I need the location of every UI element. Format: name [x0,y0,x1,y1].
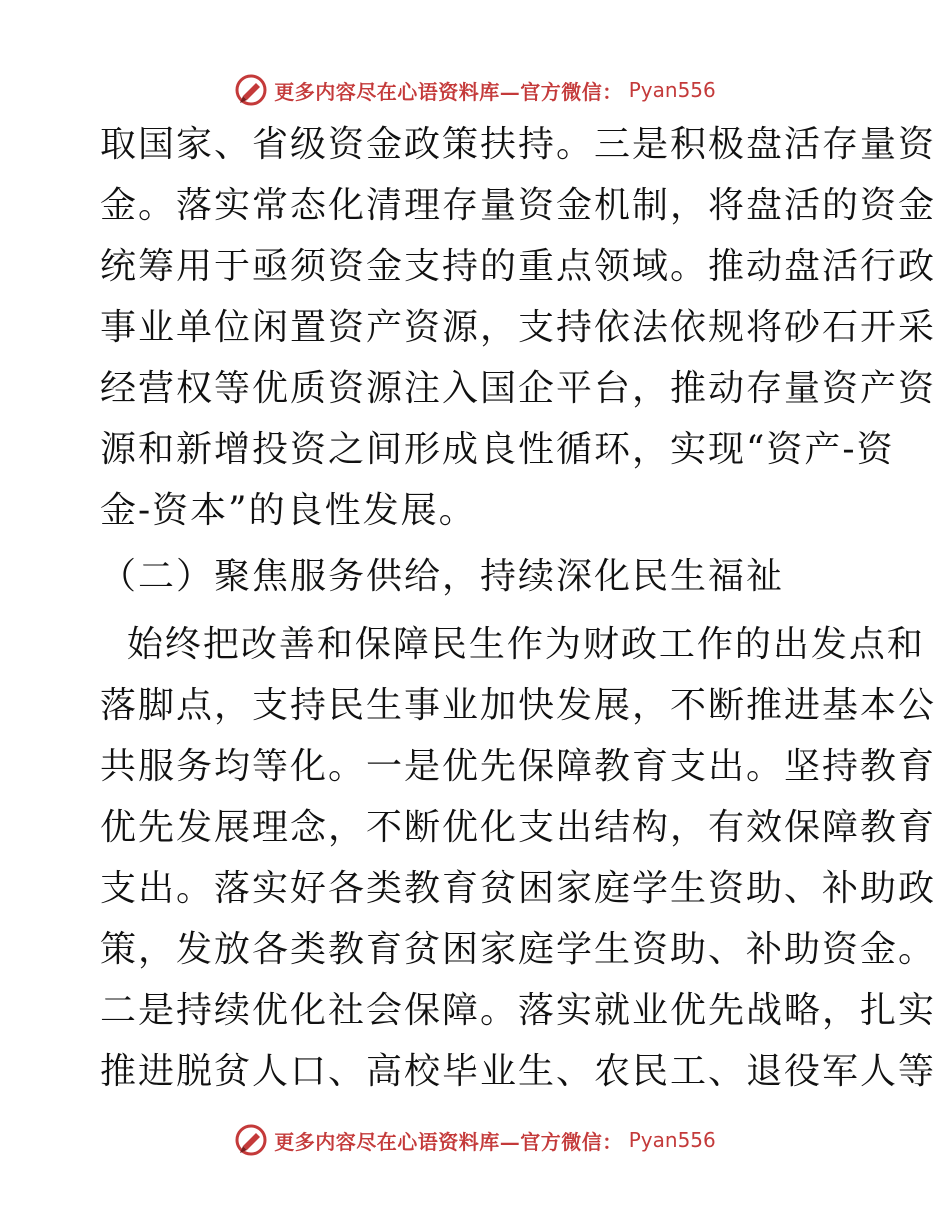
paragraph-line: 经营权等优质资源注入国企平台，推动存量资产资 [100,368,937,409]
footer-banner [0,1120,950,1160]
paragraph-line: 取国家、省级资金政策扶持。三是积极盘活存量资 [100,124,937,165]
paragraph-line: 事业单位闲置资产资源，支持依法依规将砂石开采 [100,307,937,348]
banner-wechat-id: Pyan556 [628,1128,716,1152]
paragraph-line: 策，发放各类教育贫困家庭学生资助、补助资金。 [100,929,937,970]
paragraph-line: 始终把改善和保障民生作为财政工作的出发点和 [100,624,925,665]
paragraph-line: 二是持续优化社会保障。落实就业优先战略，扎实 [100,990,937,1031]
paragraph-line: 共服务均等化。一是优先保障教育支出。坚持教育 [100,746,937,787]
paragraph-line: 落脚点，支持民生事业加快发展，不断推进基本公 [100,685,937,726]
header-banner [0,70,950,110]
brand-logo-icon [234,1123,268,1157]
paragraph-line: 优先发展理念，不断优化支出结构，有效保障教育 [100,807,937,848]
paragraph-line: 金-资本”的良性发展。 [100,490,477,531]
paragraph-line: 推进脱贫人口、高校毕业生、农民工、退役军人等 [100,1051,937,1092]
brand-logo-icon [234,73,268,107]
banner-text: 更多内容尽在心语资料库—官方微信： [274,79,623,104]
paragraph-line: 支出。落实好各类教育贫困家庭学生资助、补助政 [100,868,937,909]
banner-text: 更多内容尽在心语资料库—官方微信： [274,1129,623,1154]
banner-wechat-id: Pyan556 [628,78,716,102]
section-heading: （二）聚焦服务供给，持续深化民生福祉 [100,556,785,597]
paragraph-line: 统筹用于亟须资金支持的重点领域。推动盘活行政 [100,246,937,287]
paragraph-line: 源和新增投资之间形成良性循环，实现“资产-资 [100,429,895,470]
paragraph-line: 金。落实常态化清理存量资金机制，将盘活的资金 [100,185,937,226]
